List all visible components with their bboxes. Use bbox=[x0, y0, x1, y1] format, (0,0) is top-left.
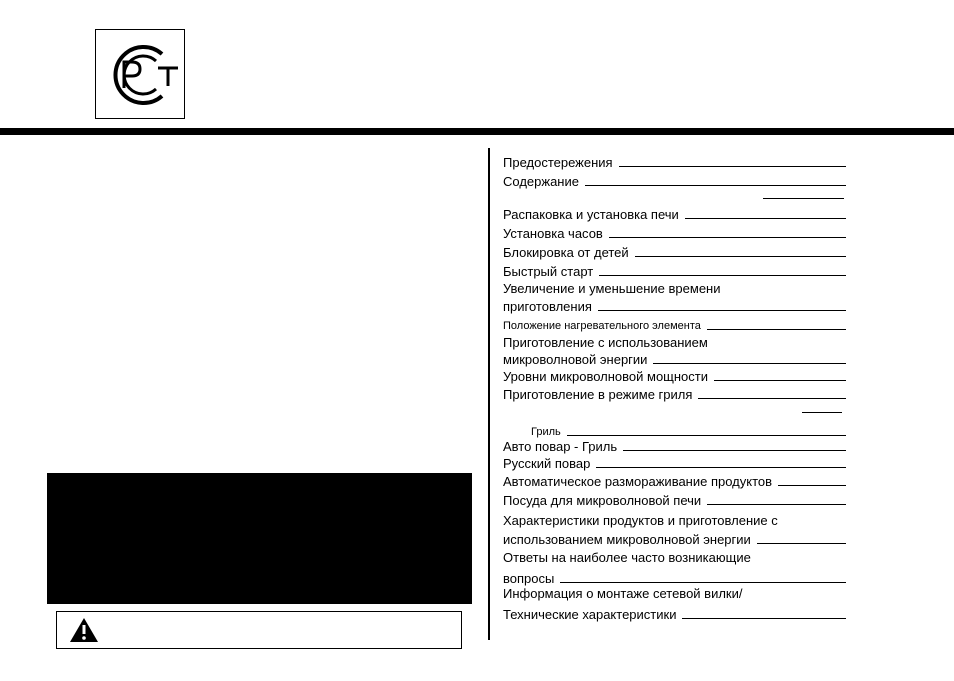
header-rule bbox=[0, 128, 954, 135]
warning-triangle-icon bbox=[69, 617, 99, 643]
toc-entry-label: приготовления bbox=[503, 299, 592, 314]
toc-entry-label: Установка часов bbox=[503, 226, 603, 241]
toc-leader-line bbox=[635, 256, 846, 257]
toc-entry-label: Положение нагревательного элемента bbox=[503, 320, 701, 332]
toc-entry-cookware bbox=[503, 491, 846, 509]
toc-divider bbox=[488, 148, 490, 640]
toc-entry-label: Быстрый старт bbox=[503, 264, 594, 279]
toc-entry-russian-cook bbox=[503, 454, 846, 472]
toc-short-rule bbox=[802, 412, 842, 413]
toc-entry-child-lock bbox=[503, 243, 846, 261]
toc-entry-heater-position bbox=[503, 316, 846, 334]
toc-entry-microwave-cooking-2 bbox=[503, 350, 846, 368]
toc-entry-food-characteristics-1 bbox=[503, 511, 846, 529]
toc-entry-time-adjust-1 bbox=[503, 279, 846, 297]
toc-entry-quick-start bbox=[503, 262, 846, 280]
toc-entry-label: Информация о монтаже сетевой вилки/ bbox=[503, 586, 743, 601]
toc-leader-line bbox=[757, 543, 846, 544]
toc-entry-time-adjust-2 bbox=[503, 297, 846, 315]
toc-leader-line bbox=[598, 310, 846, 311]
black-panel bbox=[47, 473, 472, 604]
toc-entry-label: микроволновой энергии bbox=[503, 352, 648, 367]
toc-entry-label: Приготовление в режиме гриля bbox=[503, 387, 693, 402]
toc-leader-line bbox=[560, 582, 846, 583]
toc-leader-line bbox=[599, 275, 846, 276]
toc-leader-line bbox=[567, 435, 846, 436]
toc-entry-specs bbox=[503, 605, 846, 623]
toc-leader-line bbox=[685, 218, 846, 219]
toc-entry-warnings bbox=[503, 153, 846, 171]
rst-logo-icon bbox=[96, 30, 186, 120]
toc-entry-label: Посуда для микроволновой печи bbox=[503, 493, 702, 508]
toc-leader-line bbox=[707, 504, 846, 505]
toc-entry-label: Уровни микроволновой мощности bbox=[503, 369, 708, 384]
toc-entry-clock bbox=[503, 224, 846, 242]
certification-logo-box bbox=[95, 29, 185, 119]
toc-entry-grill-cooking bbox=[503, 385, 846, 403]
toc-entry-label: Гриль bbox=[531, 426, 561, 438]
toc-leader-line bbox=[623, 450, 846, 451]
toc-entry-label: Предостережения bbox=[503, 155, 613, 170]
toc-entry-label: использованием микроволновой энергии bbox=[503, 532, 751, 547]
toc-entry-label: Содержание bbox=[503, 174, 579, 189]
toc-entry-label: Приготовление с использованием bbox=[503, 335, 708, 350]
warning-box bbox=[56, 611, 462, 649]
toc-entry-food-characteristics-2 bbox=[503, 530, 846, 548]
toc-entry-faq-1 bbox=[503, 548, 846, 566]
toc-entry-microwave-cooking-1 bbox=[503, 333, 846, 351]
toc-entry-label: Блокировка от детей bbox=[503, 245, 629, 260]
toc-entry-auto-cook-grill bbox=[503, 437, 846, 455]
toc-entry-auto-defrost bbox=[503, 472, 846, 490]
toc-entry-label: Технические характеристики bbox=[503, 607, 677, 622]
toc-leader-line bbox=[653, 363, 846, 364]
toc-entry-label: Увеличение и уменьшение времени bbox=[503, 281, 721, 296]
toc-leader-line bbox=[698, 398, 846, 399]
toc-short-rule bbox=[763, 198, 844, 199]
toc-entry-contents bbox=[503, 172, 846, 190]
toc-leader-line bbox=[619, 166, 846, 167]
toc-leader-line bbox=[585, 185, 846, 186]
toc-entry-label: Ответы на наиболее часто возникающие bbox=[503, 550, 751, 565]
toc-entry-label: Распаковка и установка печи bbox=[503, 207, 679, 222]
toc-entry-label: вопросы bbox=[503, 571, 555, 586]
toc-entry-label: Автоматическое размораживание продуктов bbox=[503, 474, 773, 489]
toc-entry-label: Характеристики продуктов и приготовление с bbox=[503, 513, 778, 528]
toc-leader-line bbox=[596, 467, 846, 468]
toc-leader-line bbox=[707, 329, 846, 330]
toc-leader-line bbox=[714, 380, 846, 381]
toc-entry-label: Авто повар - Гриль bbox=[503, 439, 618, 454]
toc-entry-unpacking bbox=[503, 205, 846, 223]
toc-entry-label: Русский повар bbox=[503, 456, 591, 471]
toc-entry-plug-info bbox=[503, 584, 846, 602]
toc-leader-line bbox=[609, 237, 846, 238]
toc-entry-power-levels bbox=[503, 367, 846, 385]
toc-leader-line bbox=[682, 618, 846, 619]
toc-leader-line bbox=[778, 485, 846, 486]
